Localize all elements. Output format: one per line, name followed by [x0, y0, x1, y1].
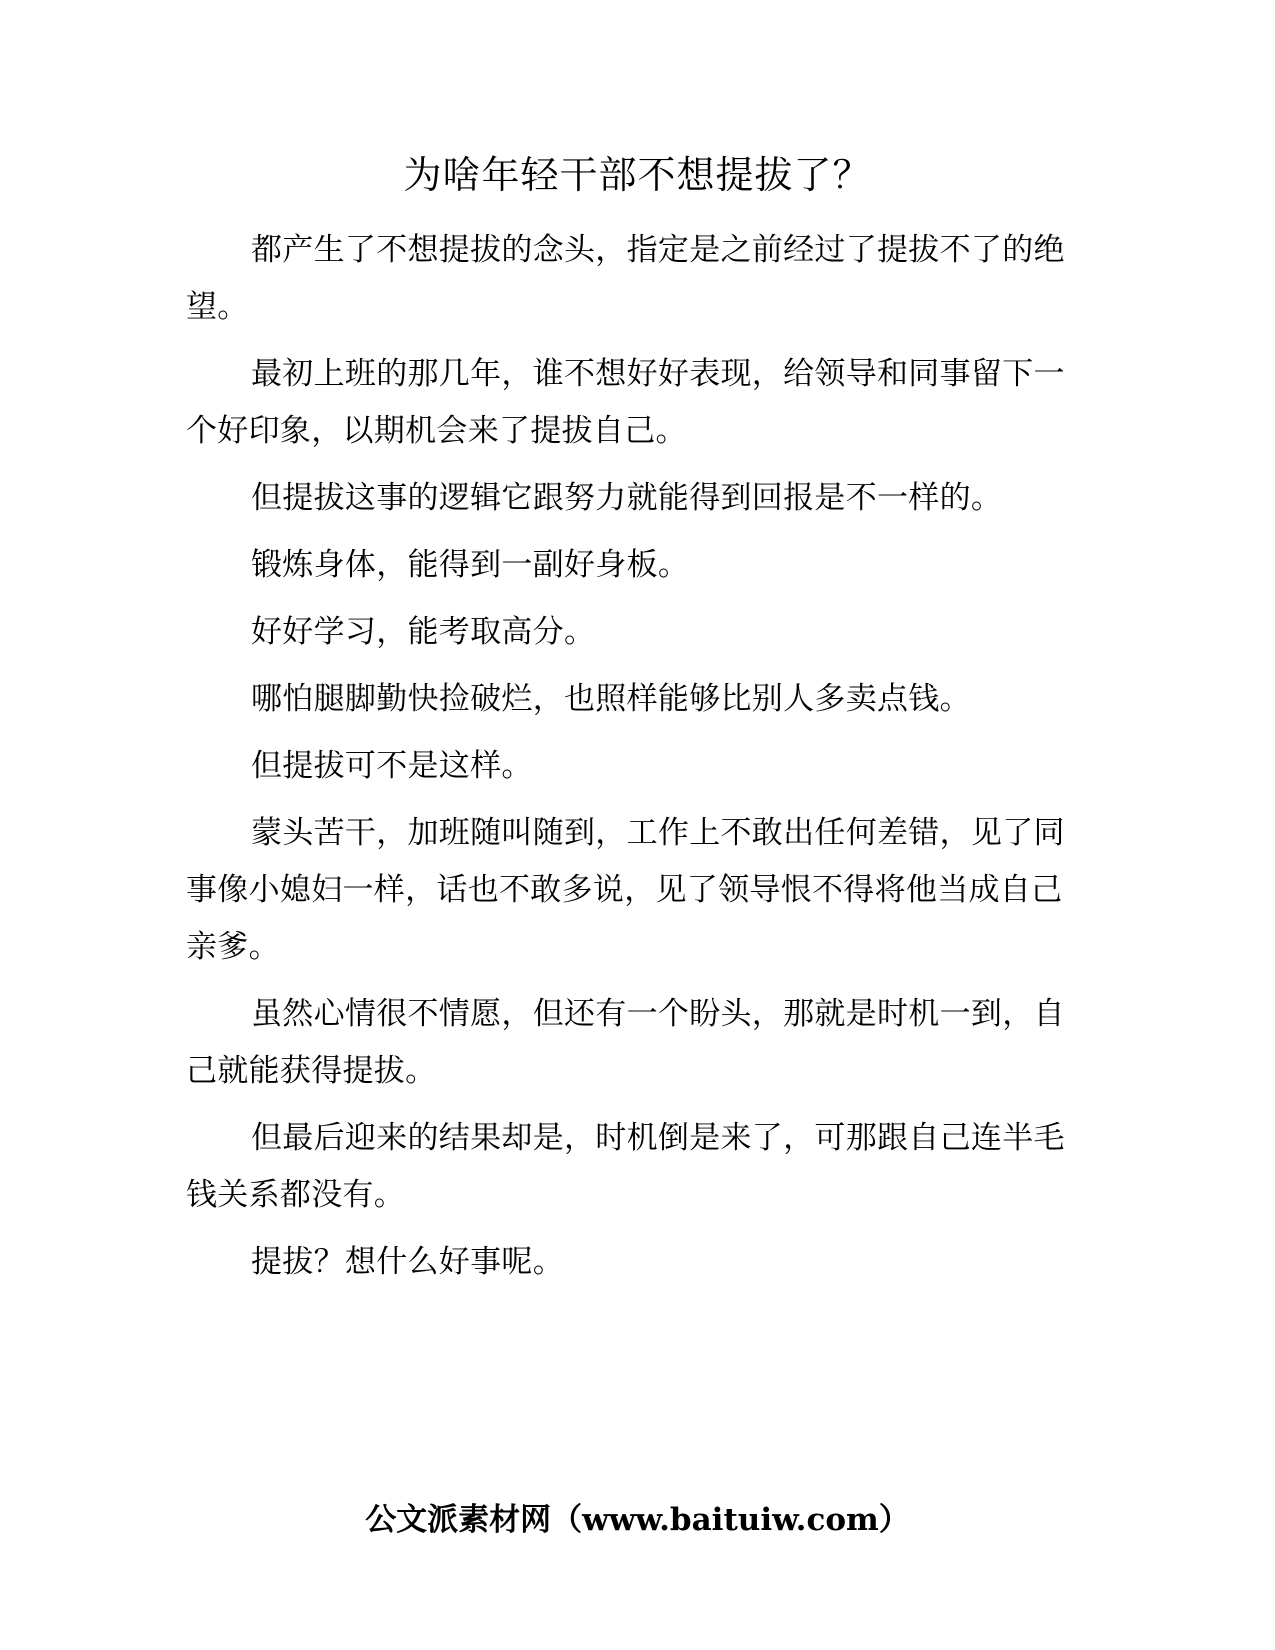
paragraph: 好好学习，能考取高分。	[251, 614, 596, 650]
paragraph: 哪怕腿脚勤快捡破烂，也照样能够比别人多卖点钱。	[251, 681, 971, 717]
paragraph: 但最后迎来的结果却是，时机倒是来了，可那跟自己连半毛钱关系都没有。	[186, 1120, 1065, 1213]
paragraph: 虽然心情很不情愿，但还有一个盼头，那就是时机一到，自己就能获得提拔。	[186, 996, 1065, 1089]
paragraph: 提拔？想什么好事呢。	[251, 1244, 564, 1280]
paragraph: 锻炼身体，能得到一副好身板。	[251, 547, 690, 583]
paragraph: 最初上班的那几年，谁不想好好表现，给领导和同事留下一个好印象，以期机会来了提拔自己。	[186, 356, 1065, 449]
paragraph: 都产生了不想提拔的念头，指定是之前经过了提拔不了的绝望。	[186, 232, 1065, 325]
page-title: 为啥年轻干部不想提拔了？	[403, 153, 872, 197]
paragraph: 但提拔这事的逻辑它跟努力就能得到回报是不一样的。	[251, 480, 1003, 516]
article-body	[186, 222, 1091, 1301]
source-footer: 公文派素材网（www.baituiw.com）	[365, 1502, 910, 1538]
paragraph: 但提拔可不是这样。	[251, 748, 533, 784]
paragraph: 蒙头苦干，加班随叫随到，工作上不敢出任何差错，见了同事像小媳妇一样，话也不敢多说，见了领导恨不得将他当成自己亲爹。	[186, 815, 1065, 965]
